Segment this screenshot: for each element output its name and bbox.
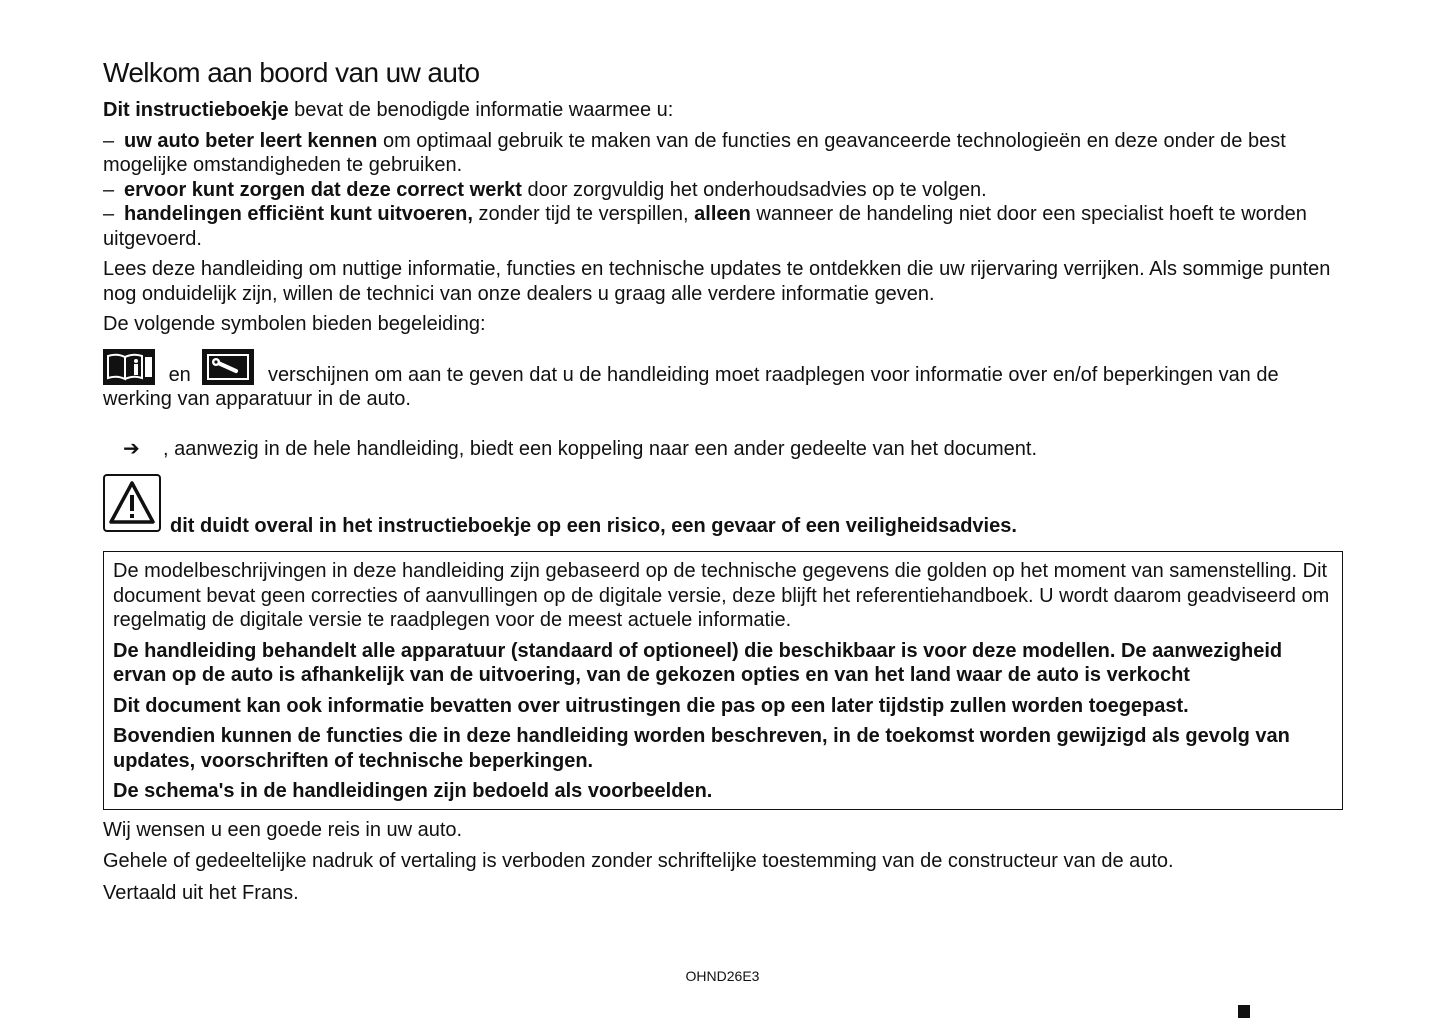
notice-text: De modelbeschrijvingen in deze handleiding zijn gebaseerd op de technische gegevens die golden op het moment van samenstelling. Dit document bevat geen correcties of aanvullingen op de digitale versie, deze blijft het referentiehandboek. U wordt daarom geadviseerd om regelmatig de digitale versie te raadplegen voor de meest actuele informatie. xyxy=(113,560,1330,631)
manual-page xyxy=(103,56,1343,905)
bullet-text: om optimaal gebruik te maken van de functies en geavanceerde technologieën en deze onder de best mogelijke omstandigheden te gebruiken. xyxy=(103,129,1286,176)
bullet-bold: ervoor kunt zorgen dat deze correct werkt xyxy=(124,178,522,201)
and-text: en xyxy=(168,363,191,386)
notice-box xyxy=(103,551,1343,810)
list-item xyxy=(103,129,1343,178)
arrow-paragraph xyxy=(103,437,1343,462)
bullet-bold: uw auto beter leert kennen xyxy=(124,129,378,152)
notice-text: De handleiding behandelt alle apparatuur (standaard of optioneel) die beschikbaar is voor deze modellen. De aanwezigheid ervan op de auto is afhankelijk van de uitvoering, van de gekozen opties en van het land waar de auto is verkocht xyxy=(113,639,1283,686)
dash: – xyxy=(103,129,115,152)
closing-text: Vertaald uit het Frans. xyxy=(103,881,299,904)
notice-text: De schema's in de handleidingen zijn bedoeld als voorbeelden. xyxy=(113,780,713,802)
closing-text: Gehele of gedeeltelijke nadruk of vertaling is verboden zonder schriftelijke toestemming van de constructeur van de auto. xyxy=(103,850,1174,872)
bullet-bold: handelingen efficiënt kunt uitvoeren, xyxy=(124,203,473,225)
bullet-text: zonder tijd te verspillen, xyxy=(472,203,695,225)
dash: – xyxy=(103,203,115,225)
book-info-icon xyxy=(103,349,155,385)
intro-bold: Dit instructieboekje xyxy=(103,99,289,121)
notice-text: Bovendien kunnen de functies die in deze handleiding worden beschreven, in de toekomst worden gewijzigd als gevolg van updates, voorschriften of technische beperkingen. xyxy=(113,725,1290,772)
closing-section xyxy=(103,818,1343,906)
notice-text: Dit document kan ook informatie bevatten over uitrustingen die pas op een later tijdstip zullen worden toegepast. xyxy=(113,694,1189,717)
page-corner-mark xyxy=(1238,1005,1250,1018)
list-item xyxy=(103,202,1343,251)
warning-triangle-icon xyxy=(103,474,161,532)
symbols-paragraph xyxy=(103,349,1343,412)
list-item xyxy=(103,178,1343,203)
arrow-text: , aanwezig in de hele handleiding, biedt een koppeling naar een ander gedeelte van het document. xyxy=(163,437,1037,460)
symbols-intro: De volgende symbolen bieden begeleiding: xyxy=(103,313,486,335)
wrench-icon xyxy=(202,349,254,385)
bullet-text: door zorgvuldig het onderhoudsadvies op te volgen. xyxy=(521,178,987,201)
bullet-list xyxy=(103,129,1343,252)
dash: – xyxy=(103,178,115,201)
arrow-right-icon: ➔ xyxy=(123,437,140,460)
intro-paragraph xyxy=(103,98,1343,123)
document-code: OHND26E3 xyxy=(685,968,760,984)
bullet-bold: alleen xyxy=(694,203,751,225)
page-title: Welkom aan boord van uw auto xyxy=(103,57,480,88)
read-paragraph: Lees deze handleiding om nuttige informatie, functies en technische updates te ontdekken die uw rijervaring verrijken. Als sommige punten nog onduidelijk zijn, willen de technici van onze dealers u graag alle verdere informatie geven. xyxy=(103,258,1331,305)
closing-text: Wij wensen u een goede reis in uw auto. xyxy=(103,818,463,841)
symbols-text: verschijnen om aan te geven dat u de handleiding moet raadplegen voor informatie over en/of beperkingen van de werking van apparatuur in de auto. xyxy=(103,363,1279,410)
warning-text: dit duidt overal in het instructieboekje op een risico, een gevaar of een veiligheidsadvies. xyxy=(170,515,1017,537)
bullet-text: wanneer de handeling niet door een specialist hoeft te worden uitgevoerd. xyxy=(103,203,1307,250)
warning-row xyxy=(103,474,1343,538)
intro-rest: bevat de benodigde informatie waarmee u: xyxy=(288,99,674,121)
